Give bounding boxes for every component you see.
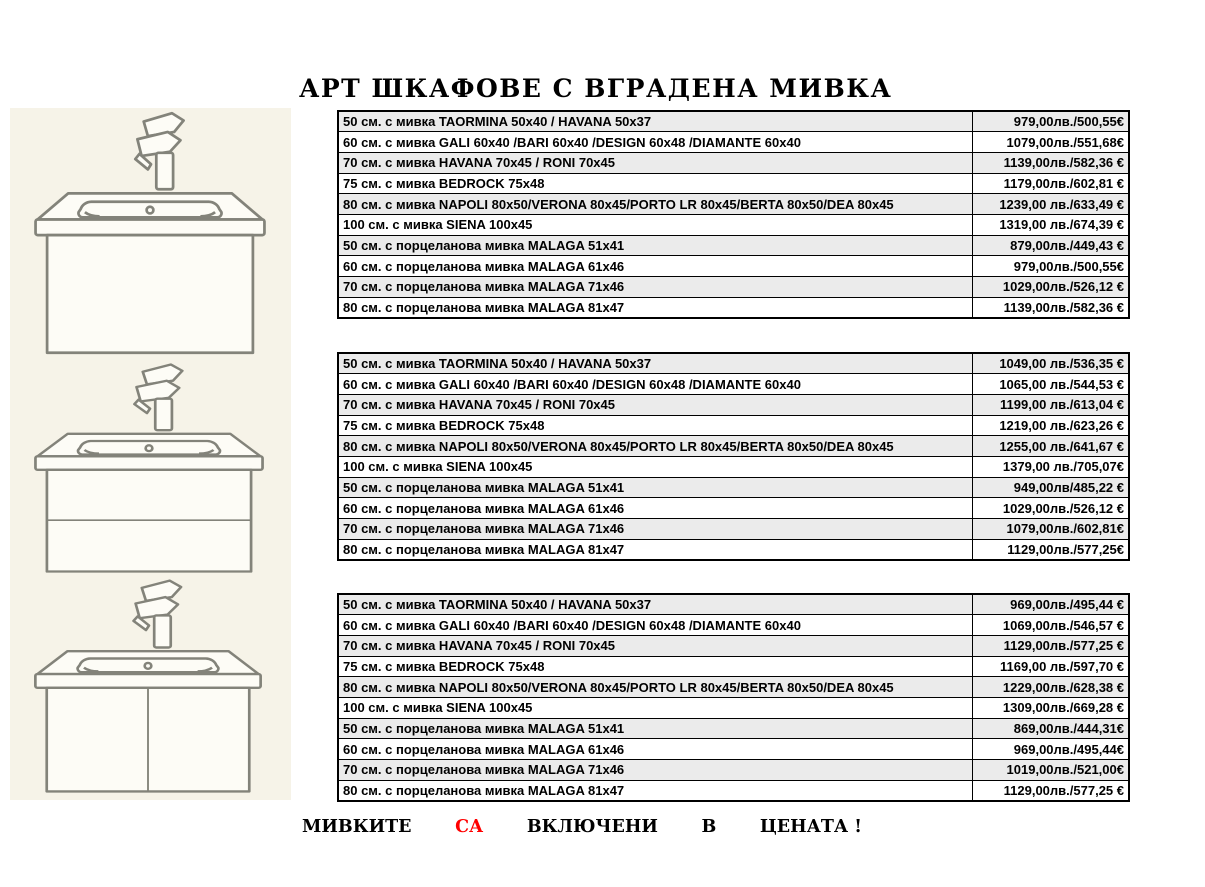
product-description-cell: 75 см. с мивка BEDROCK 75x48 (338, 656, 972, 677)
vanity-cabinet-two-doors-illustration (24, 576, 272, 796)
cabinet-body (47, 688, 250, 792)
product-description-cell: 70 см. с мивка HAVANA 70x45 / RONI 70x45 (338, 152, 972, 173)
table-row (338, 111, 1129, 132)
table-row (338, 697, 1129, 718)
footer-word: ЦЕНАТА ! (759, 817, 862, 837)
product-description-cell: 70 см. с мивка HAVANA 70x45 / RONI 70x45 (338, 635, 972, 656)
price-table-3 (337, 593, 1130, 802)
table-row (338, 519, 1129, 540)
faucet-icon (134, 581, 182, 648)
vanity-cabinet-two-drawers-illustration (24, 360, 274, 576)
price-cell: 1029,00лв./526,12 € (972, 277, 1129, 298)
cabinet-body (47, 470, 251, 572)
cabinet-body (47, 235, 253, 353)
price-cell: 1079,00лв./551,68€ (972, 132, 1129, 153)
price-cell: 1129,00лв./577,25 € (972, 635, 1129, 656)
footer-word: МИВКИТЕ (302, 817, 412, 837)
table-row (338, 436, 1129, 457)
table-row (338, 498, 1129, 519)
price-cell: 1219,00 лв./623,26 € (972, 415, 1129, 436)
product-description-cell: 70 см. с мивка HAVANA 70x45 / RONI 70x45 (338, 394, 972, 415)
product-description-cell: 50 см. с порцеланова мивка MALAGA 51x41 (338, 477, 972, 498)
product-description-cell: 80 см. с мивка NAPOLI 80x50/VERONA 80x45/PORTO LR 80x45/BERTA 80x50/DEA 80x45 (338, 194, 972, 215)
faucet-icon (135, 113, 183, 189)
page-title: АРТ ШКАФОВЕ С ВГРАДЕНА МИВКА (299, 74, 893, 103)
product-description-cell: 50 см. с мивка TAORMINA 50x40 / HAVANA 50x37 (338, 353, 972, 374)
table-row (338, 656, 1129, 677)
table-row (338, 718, 1129, 739)
table-row (338, 374, 1129, 395)
price-cell: 1199,00 лв./613,04 € (972, 394, 1129, 415)
price-cell: 1229,00лв./628,38 € (972, 677, 1129, 698)
table-row (338, 594, 1129, 615)
price-cell: 1029,00лв./526,12 € (972, 498, 1129, 519)
price-cell: 1049,00 лв./536,35 € (972, 353, 1129, 374)
table-row (338, 780, 1129, 801)
table-row (338, 235, 1129, 256)
footer-word-highlight: СА (455, 817, 484, 837)
table-row (338, 760, 1129, 781)
price-cell: 969,00лв./495,44€ (972, 739, 1129, 760)
table-row (338, 739, 1129, 760)
product-description-cell: 60 см. с мивка GALI 60x40 /BARI 60x40 /DESIGN 60x48 /DIAMANTE 60x40 (338, 132, 972, 153)
price-cell: 1079,00лв./602,81€ (972, 519, 1129, 540)
price-cell: 1069,00лв./546,57 € (972, 615, 1129, 636)
product-description-cell: 50 см. с мивка TAORMINA 50x40 / HAVANA 50x37 (338, 111, 972, 132)
product-description-cell: 60 см. с порцеланова мивка MALAGA 61x46 (338, 498, 972, 519)
product-description-cell: 60 см. с порцеланова мивка MALAGA 61x46 (338, 739, 972, 760)
price-cell: 979,00лв./500,55€ (972, 256, 1129, 277)
product-description-cell: 50 см. с порцеланова мивка MALAGA 51x41 (338, 718, 972, 739)
table-row (338, 353, 1129, 374)
table-row (338, 615, 1129, 636)
table-row (338, 456, 1129, 477)
price-cell: 969,00лв./495,44 € (972, 594, 1129, 615)
footer-word: В (701, 817, 717, 837)
price-cell: 1139,00лв./582,36 € (972, 297, 1129, 318)
product-description-cell: 100 см. с мивка SIENA 100x45 (338, 214, 972, 235)
product-description-cell: 75 см. с мивка BEDROCK 75x48 (338, 415, 972, 436)
table-row (338, 152, 1129, 173)
price-cell: 1139,00лв./582,36 € (972, 152, 1129, 173)
product-description-cell: 60 см. с мивка GALI 60x40 /BARI 60x40 /DESIGN 60x48 /DIAMANTE 60x40 (338, 374, 972, 395)
price-table-1 (337, 110, 1130, 319)
product-description-cell: 70 см. с порцеланова мивка MALAGA 71x46 (338, 760, 972, 781)
sink-counter-icon (36, 193, 265, 235)
table-row (338, 635, 1129, 656)
table-row (338, 539, 1129, 560)
price-cell: 1179,00лв./602,81 € (972, 173, 1129, 194)
table-row (338, 394, 1129, 415)
sink-counter-icon (35, 434, 262, 470)
price-cell: 1319,00 лв./674,39 € (972, 214, 1129, 235)
vanity-cabinet-plain-front-illustration (24, 108, 276, 358)
price-cell: 1309,00лв./669,28 € (972, 697, 1129, 718)
table-row (338, 677, 1129, 698)
footer-note (302, 817, 862, 837)
product-description-cell: 80 см. с мивка NAPOLI 80x50/VERONA 80x45/PORTO LR 80x45/BERTA 80x50/DEA 80x45 (338, 436, 972, 457)
price-cell: 1169,00 лв./597,70 € (972, 656, 1129, 677)
price-cell: 869,00лв./444,31€ (972, 718, 1129, 739)
product-description-cell: 80 см. с порцеланова мивка MALAGA 81x47 (338, 780, 972, 801)
product-description-cell: 50 см. с мивка TAORMINA 50x40 / HAVANA 50x37 (338, 594, 972, 615)
footer-word: ВКЛЮЧЕНИ (526, 817, 658, 837)
product-description-cell: 70 см. с порцеланова мивка MALAGA 71x46 (338, 519, 972, 540)
product-description-cell: 50 см. с порцеланова мивка MALAGA 51x41 (338, 235, 972, 256)
price-cell: 979,00лв./500,55€ (972, 111, 1129, 132)
price-cell: 1379,00 лв./705,07€ (972, 456, 1129, 477)
product-description-cell: 60 см. с мивка GALI 60x40 /BARI 60x40 /DESIGN 60x48 /DIAMANTE 60x40 (338, 615, 972, 636)
sink-counter-icon (35, 651, 260, 688)
price-cell: 949,00лв/485,22 € (972, 477, 1129, 498)
product-description-cell: 100 см. с мивка SIENA 100x45 (338, 697, 972, 718)
price-table-2 (337, 352, 1130, 561)
price-cell: 1239,00 лв./633,49 € (972, 194, 1129, 215)
product-description-cell: 100 см. с мивка SIENA 100x45 (338, 456, 972, 477)
product-description-cell: 80 см. с порцеланова мивка MALAGA 81x47 (338, 539, 972, 560)
product-description-cell: 60 см. с порцеланова мивка MALAGA 61x46 (338, 256, 972, 277)
faucet-icon (134, 365, 182, 431)
product-description-cell: 70 см. с порцеланова мивка MALAGA 71x46 (338, 277, 972, 298)
price-cell: 1255,00 лв./641,67 € (972, 436, 1129, 457)
product-illustration-panel (10, 108, 291, 800)
price-cell: 1129,00лв./577,25 € (972, 780, 1129, 801)
product-description-cell: 80 см. с порцеланова мивка MALAGA 81x47 (338, 297, 972, 318)
price-cell: 1129,00лв./577,25€ (972, 539, 1129, 560)
table-row (338, 194, 1129, 215)
product-description-cell: 75 см. с мивка BEDROCK 75x48 (338, 173, 972, 194)
price-cell: 1065,00 лв./544,53 € (972, 374, 1129, 395)
table-row (338, 297, 1129, 318)
product-description-cell: 80 см. с мивка NAPOLI 80x50/VERONA 80x45/PORTO LR 80x45/BERTA 80x50/DEA 80x45 (338, 677, 972, 698)
table-row (338, 214, 1129, 235)
table-row (338, 415, 1129, 436)
table-row (338, 256, 1129, 277)
table-row (338, 477, 1129, 498)
price-cell: 879,00лв./449,43 € (972, 235, 1129, 256)
price-cell: 1019,00лв./521,00€ (972, 760, 1129, 781)
table-row (338, 173, 1129, 194)
table-row (338, 132, 1129, 153)
table-row (338, 277, 1129, 298)
